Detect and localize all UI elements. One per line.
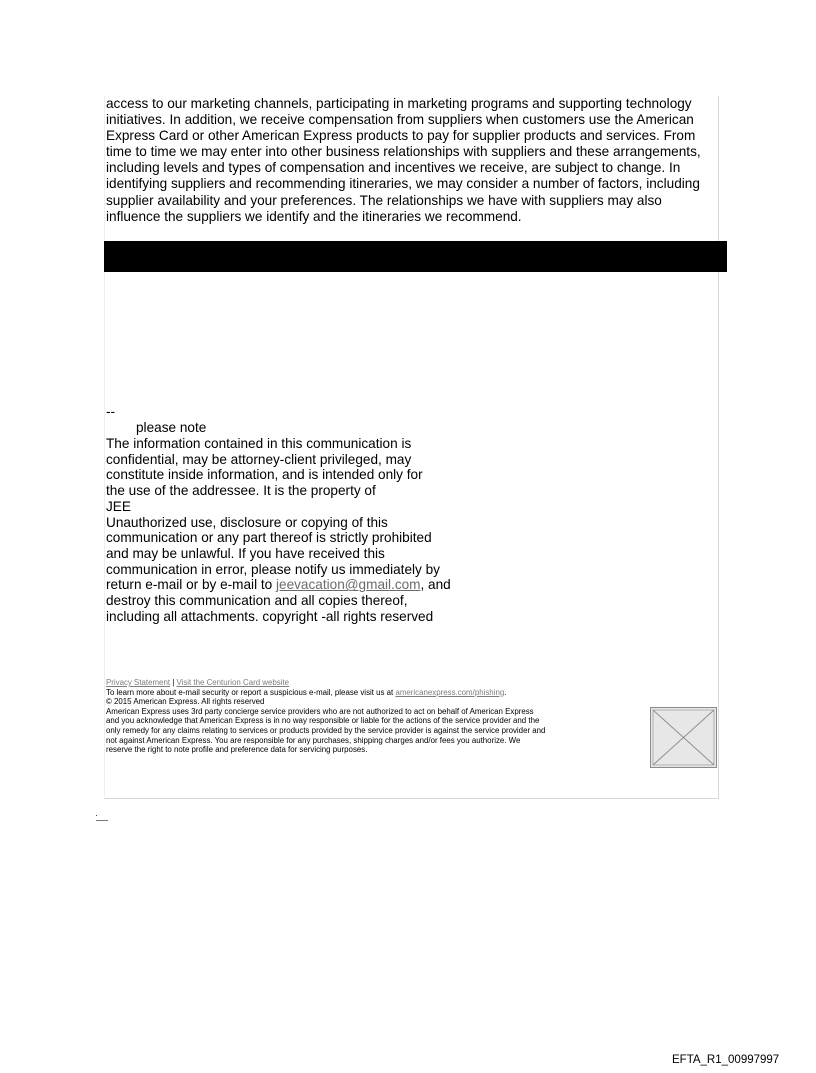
copyright-line: © 2015 American Express. All rights reserved: [106, 697, 265, 707]
notice-line: constitute inside information, and is intended only for: [106, 467, 423, 483]
image-placeholder-cross-icon: [651, 708, 716, 767]
security-suffix: .: [504, 687, 507, 697]
concierge-disclaimer-line: only remedy for any claims relating to services or products provided by the service provider is against the service provider and: [106, 725, 546, 735]
notice-line: and may be unlawful. If you have received this: [106, 545, 385, 561]
concierge-disclaimer-line: reserve the right to note profile and preference data for servicing purposes.: [106, 745, 368, 755]
security-prefix: To learn more about e-mail security or report a suspicious e-mail, please visit us at: [106, 687, 396, 697]
notice-line: the use of the addressee. It is the property of: [106, 483, 376, 499]
email-frame-left-edge: [104, 96, 105, 796]
supplier-relationships-paragraph: access to our marketing channels, participating in marketing programs and supporting technology initiatives. In addition, we receive compensation from suppliers when customers use the American Express Card or other American Express products to pay for supplier products and services. From time to time we may enter into other business relationships with suppliers and these arrangements, including levels and types of compensation and incentives we receive, are subject to change. In identifying suppliers and recommending itineraries, we may consider a number of factors, including supplier availability and your preferences. The relationships we have with suppliers may also influence the suppliers we identify and the itineraries we recommend.: [106, 96, 701, 224]
concierge-disclaimer-line: and you acknowledge that American Express is in no way responsible or liable for the actions of the service provider and the: [106, 716, 540, 726]
notice-line: including all attachments. copyright -all rights reserved: [106, 608, 434, 624]
email-security-line: [106, 688, 651, 698]
footer-links-row: [106, 678, 651, 688]
notice-line: communication in error, please notify us immediately by: [106, 561, 440, 577]
signature-dash: --: [106, 404, 116, 419]
centurion-card-website-link[interactable]: Visit the Centurion Card website: [176, 678, 290, 687]
notice-line: JEE: [106, 498, 131, 514]
contact-email-link[interactable]: jeevacation@gmail.com: [275, 577, 421, 593]
confidentiality-notice: [106, 436, 486, 624]
notice-line: communication or any part thereof is strictly prohibited: [106, 530, 432, 546]
concierge-disclaimer-line: American Express uses 3rd party concierge service providers who are not authorized to act on behalf of American Express: [106, 706, 534, 716]
notice-line: confidential, may be attorney-client privileged, may: [106, 451, 412, 467]
notice-line: destroy this communication and all copies thereof,: [106, 593, 408, 609]
footer-link-separator: |: [170, 678, 177, 687]
notice-line: Unauthorized use, disclosure or copying of this: [106, 514, 388, 530]
amex-footer: [106, 678, 651, 755]
redaction-bar: [104, 241, 727, 272]
bates-number: EFTA_R1_00997997: [672, 1054, 780, 1066]
email-line-suffix: , and: [420, 577, 451, 593]
phishing-link[interactable]: americanexpress.com/phishing: [395, 687, 505, 697]
notice-line: The information contained in this communication is: [106, 436, 412, 451]
concierge-disclaimer-line: not against American Express. You are responsible for any purchases, shipping charges and/or fees you authorize. We: [106, 735, 521, 745]
please-note-heading: please note: [136, 420, 207, 435]
privacy-statement-link[interactable]: Privacy Statement: [106, 678, 171, 687]
notice-email-line: [106, 577, 486, 593]
stray-mark-icon: [95, 814, 109, 822]
broken-image-icon: [650, 707, 717, 768]
email-line-prefix: return e-mail or by e-mail to: [106, 577, 276, 593]
